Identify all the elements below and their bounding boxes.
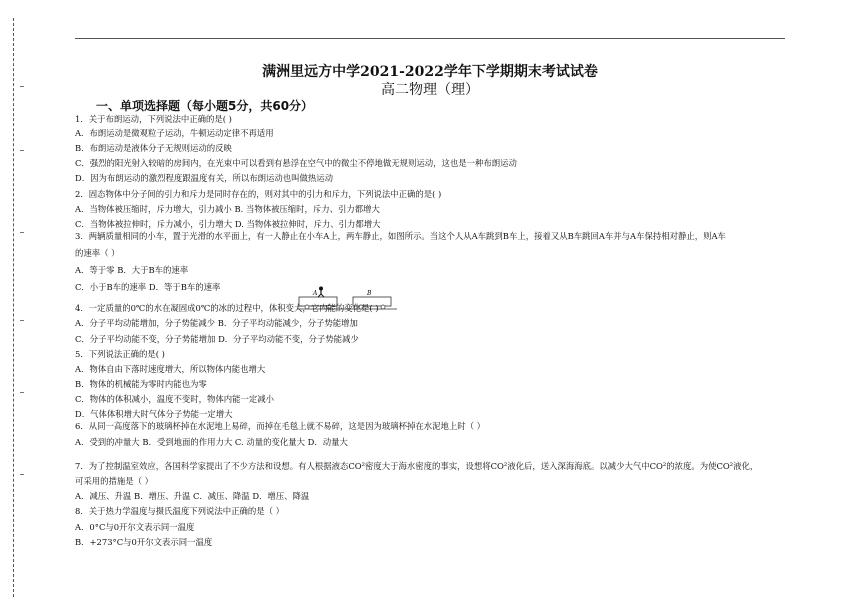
- binding-mark: [20, 150, 24, 151]
- question-option: D．因为布朗运动的激烈程度跟温度有关，所以布朗运动也叫做热运动: [75, 173, 333, 183]
- question-option: A．当物体被压缩时，斥力增大，引力减小 B. 当物体被压缩时，斥力、引力都增大: [75, 204, 380, 214]
- person-leg: [321, 294, 324, 297]
- binding-mark: [20, 474, 24, 475]
- question-option: A．减压、升温 B．增压、升温 C．减压、降温 D．增压、降温: [75, 491, 310, 501]
- question-option: A．布朗运动是微观粒子运动，牛顿运动定律不再适用: [75, 128, 274, 138]
- question-option: A．0°C与0开尔文表示同一温度: [75, 522, 195, 532]
- question-option: C．物体的体积减小，温度不变时，物体内能一定减小: [75, 394, 275, 404]
- exam-title: 满洲里远方中学2021-2022学年下学期期末考试试卷: [262, 64, 598, 80]
- question-line: 7．为了控制温室效应，各国科学家提出了不少方法和设想。有人根据液态CO²密度大于海水密度的事实，设想将CO²液化后，送入深海海底。以减少大气中CO²的浓度。为使CO²液化，: [75, 461, 759, 471]
- question-line: 8．关于热力学温度与摄氏温度下列说法中正确的是（ ）: [75, 506, 284, 516]
- person-leg: [318, 294, 321, 297]
- question-option: B．物体的机械能为零时内能也为零: [75, 379, 207, 389]
- question-option: C．分子平均动能不变，分子势能增加 D．分子平均动能不变，分子势能减少: [75, 334, 359, 344]
- question-line: 3．两辆质量相同的小车，置于光滑的水平面上，有一人静止在小车A上，两车静止，如图所示。当这个人从A车跳到B车上，接着又从B车跳回A车并与A车保持相对静止，则A车: [75, 231, 726, 241]
- binding-mark: [20, 392, 24, 393]
- question-line: 2．固态物体中分子间的引力和斥力是同时存在的，则对其中的引力和斥力，下列说法中正确的是( ): [75, 189, 442, 199]
- header-rule: [75, 38, 785, 39]
- question-option: B．+273°C与0开尔文表示同一温度: [75, 537, 213, 547]
- binding-mark: [20, 320, 24, 321]
- question-option: C．小于B车的速率 D．等于B车的速率: [75, 282, 221, 292]
- subject-title: 高二物理（理）: [381, 82, 479, 98]
- question-option: A．受到的冲量大 B．受到地面的作用力大 C. 动量的变化量大 D．动量大: [75, 437, 348, 447]
- binding-mark: [20, 232, 24, 233]
- question-option: C．强烈的阳光射入较暗的房间内，在光束中可以看到有悬浮在空气中的微尘不停地做无规则运动，这也是一种布朗运动: [75, 158, 517, 168]
- question-option: B．布朗运动是液体分子无规则运动的反映: [75, 143, 232, 153]
- question-line: 的速率（ ）: [75, 248, 120, 258]
- question-option: A．物体自由下落时速度增大，所以物体内能也增大: [75, 364, 266, 374]
- binding-dashed-line: [13, 18, 14, 597]
- cart-b-wheel: [381, 305, 385, 309]
- question-line: 4．一定质量的0℃的水在凝固成0℃的冰的过程中，体积变大，它内能的变化是( ): [75, 303, 379, 313]
- question-line: 6．从同一高度落下的玻璃杯掉在水泥地上易碎，而掉在毛毯上就不易碎，这是因为玻璃杯掉在水泥地上时（ ）: [75, 421, 485, 431]
- question-line: 5．下列说法正确的是( ): [75, 349, 165, 359]
- question-option: A．等于零 B．大于B车的速率: [75, 265, 189, 275]
- question-option: A．分子平均动能增加，分子势能减少 B．分子平均动能减少，分子势能增加: [75, 318, 358, 328]
- question-option: C．当物体被拉伸时，斥力减小，引力增大 D. 当物体被拉伸时，斥力、引力都增大: [75, 219, 381, 229]
- cart-a-label: A: [313, 290, 318, 297]
- section-heading: 一、单项选择题（每小题5分，共60分）: [96, 99, 314, 113]
- question-line: 可采用的措施是（ ）: [75, 476, 154, 486]
- question-line: 1．关于布朗运动，下列说法中正确的是( ): [75, 114, 232, 124]
- cart-b-label: B: [367, 290, 372, 297]
- person-head: [319, 287, 323, 291]
- question-option: D．气体体积增大时气体分子势能一定增大: [75, 409, 233, 419]
